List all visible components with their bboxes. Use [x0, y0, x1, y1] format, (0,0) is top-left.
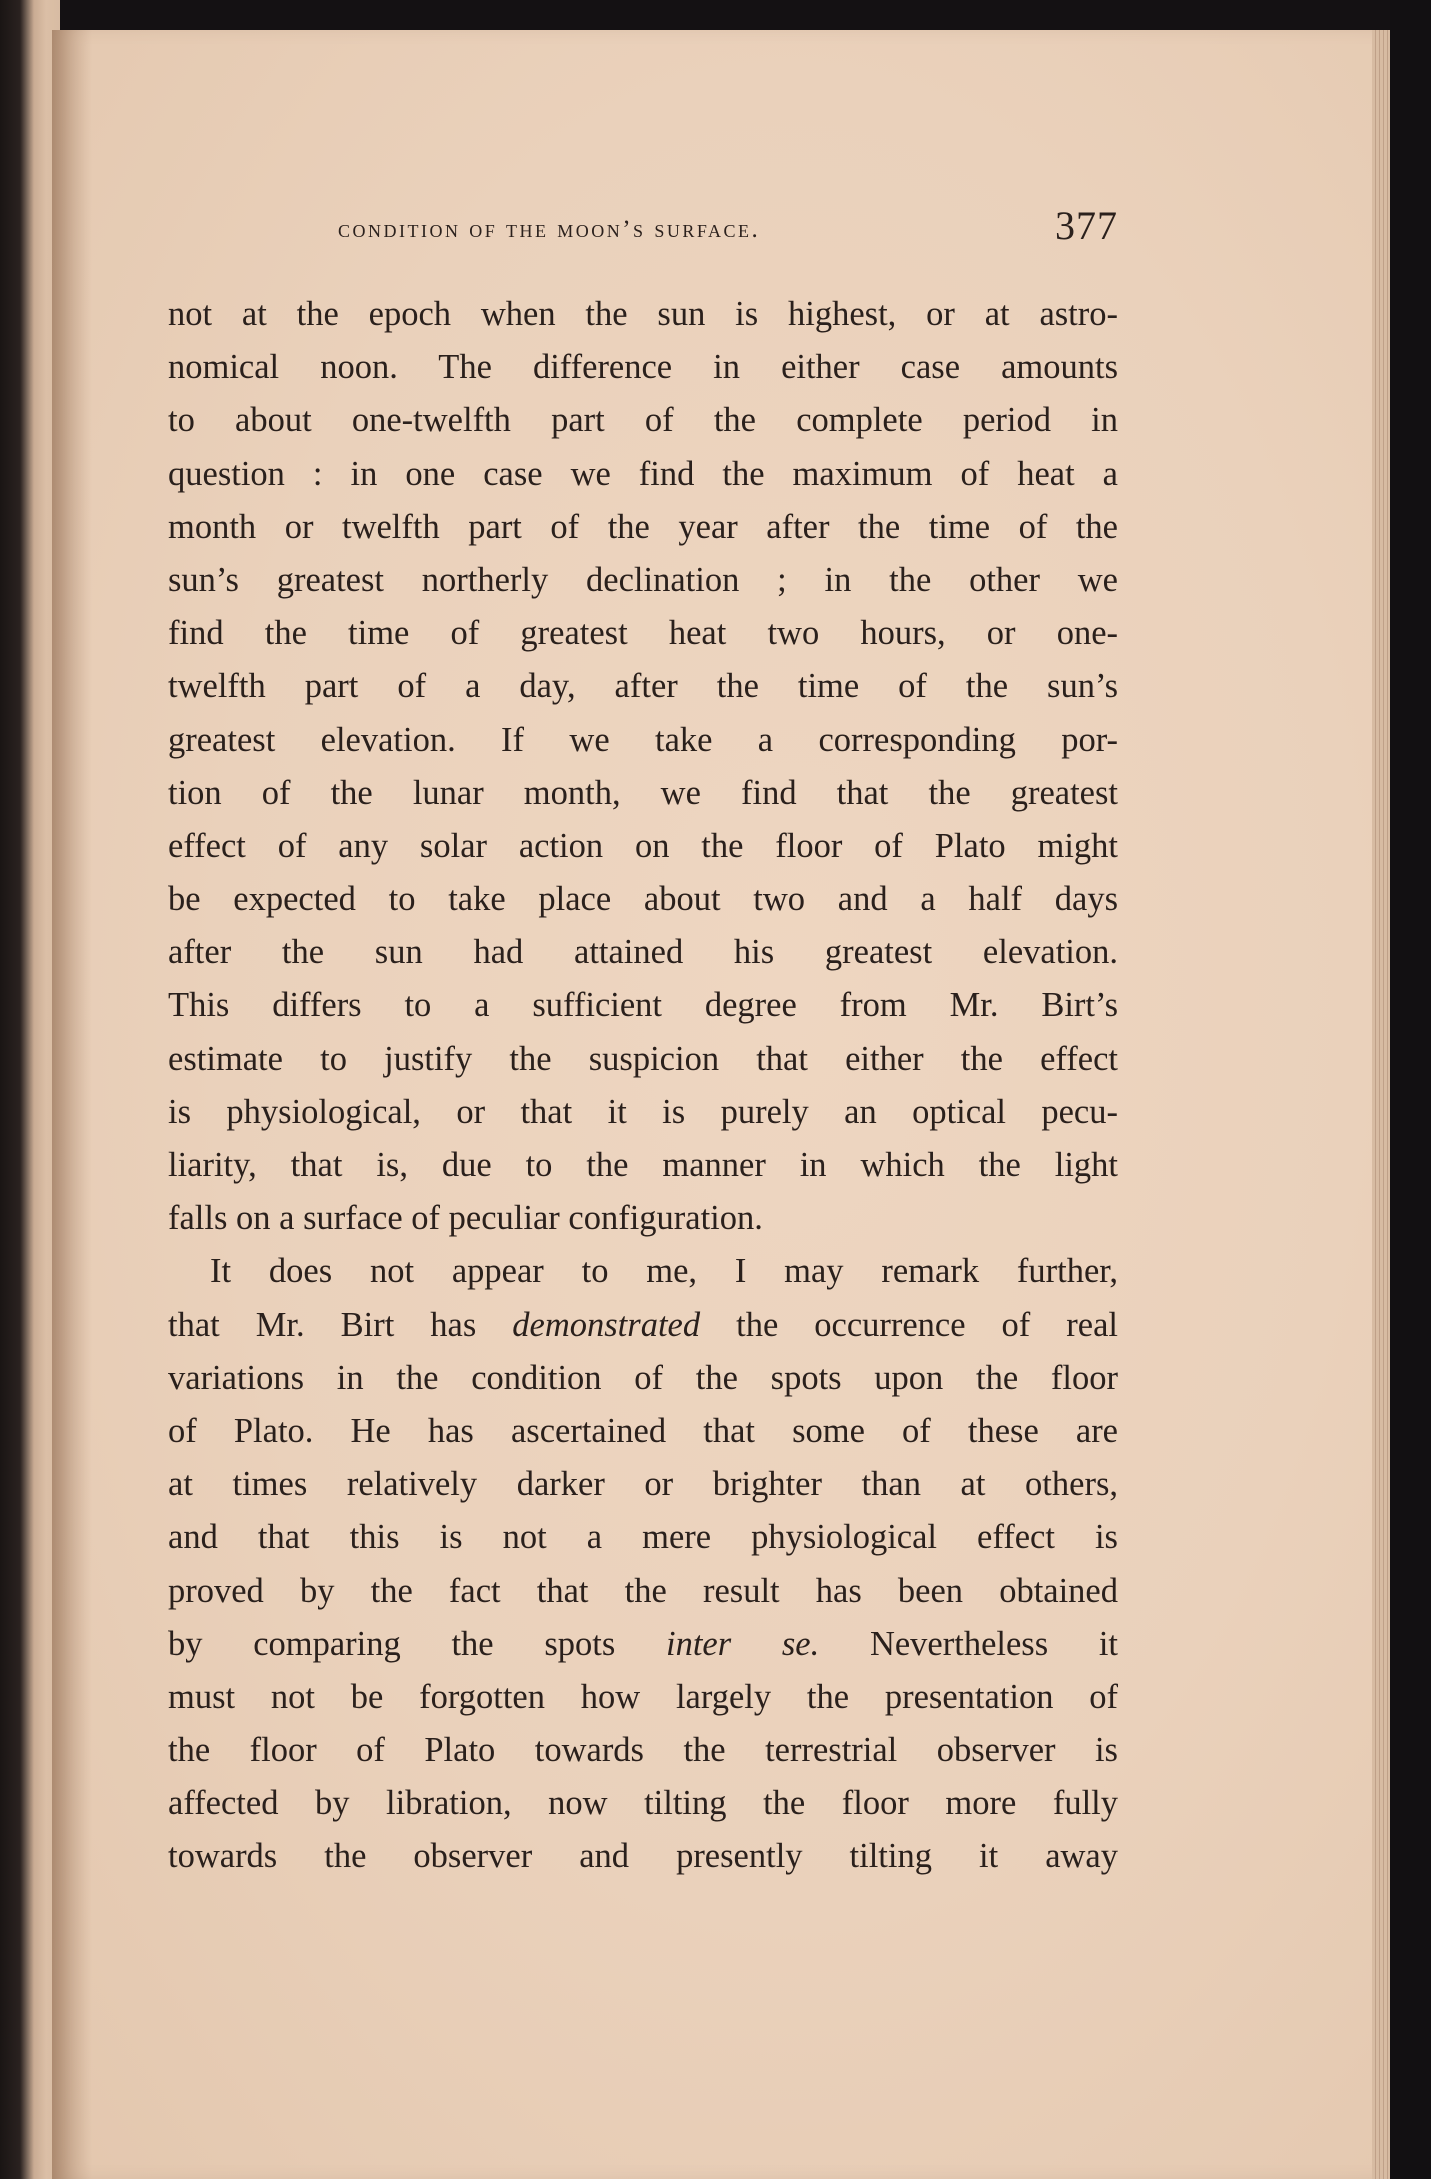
body-text	[168, 288, 1118, 1884]
text-line: proved by the fact that the result has been obtained	[168, 1571, 1118, 1610]
text-segment: Nevertheless it	[869, 1624, 1119, 1663]
text-line: find the time of greatest heat two hours, or one-	[168, 614, 1118, 653]
text-line: liarity, that is, due to the manner in which the light	[168, 1146, 1118, 1184]
italic-phrase: inter se.	[665, 1624, 820, 1663]
text-line: variations in the condition of the spots upon the floor	[168, 1358, 1118, 1397]
scan-background-right	[1390, 0, 1431, 2179]
text-line: effect of any solar action on the floor of Plato might	[168, 826, 1118, 865]
page-number: 377	[1055, 203, 1118, 248]
text-line: after the sun had attained his greatest elevation.	[168, 933, 1118, 972]
text-line-with-italic	[168, 1618, 1118, 1671]
scan-background-top	[0, 0, 1431, 32]
text-line-with-italic	[168, 1299, 1118, 1352]
adjacent-page-edge	[0, 0, 60, 2179]
text-line: at times relatively darker or brighter than at others,	[168, 1465, 1118, 1504]
text-line: be expected to take place about two and a half days	[168, 880, 1118, 919]
text-line: question : in one case we find the maximum of heat a	[168, 454, 1118, 493]
text-line: falls on a surface of peculiar configuration.	[168, 1199, 763, 1238]
text-line: sun’s greatest northerly declination ; in the other we	[168, 560, 1118, 599]
paragraph-2	[168, 1245, 1118, 1883]
text-line: affected by libration, now tilting the floor more fully	[168, 1784, 1118, 1823]
text-line: It does not appear to me, I may remark further,	[210, 1252, 1118, 1291]
text-line: nomical noon. The difference in either case amounts	[168, 348, 1118, 387]
text-line: towards the observer and presently tilting it away	[168, 1837, 1118, 1876]
text-line: is physiological, or that it is purely an optical pecu-	[168, 1092, 1118, 1131]
text-line: tion of the lunar month, we find that the greatest	[168, 773, 1118, 812]
paragraph-1	[168, 288, 1118, 1245]
italic-word: demonstrated	[512, 1305, 701, 1344]
running-head	[168, 200, 1128, 260]
text-line: month or twelfth part of the year after the time of the	[168, 507, 1118, 546]
text-line: This differs to a sufficient degree from Mr. Birt’s	[168, 986, 1118, 1025]
text-segment: the occurrence of real	[736, 1305, 1118, 1344]
text-line: not at the epoch when the sun is highest, or at astro-	[168, 295, 1118, 333]
text-segment: by comparing the spots	[168, 1624, 616, 1663]
text-line: greatest elevation. If we take a corresponding por-	[168, 720, 1118, 759]
text-line: and that this is not a mere physiological effect is	[168, 1518, 1118, 1557]
page-block-edge	[1372, 30, 1390, 2179]
text-line: twelfth part of a day, after the time of the sun’s	[168, 667, 1118, 706]
text-line: must not be forgotten how largely the presentation of	[168, 1677, 1118, 1716]
text-line: estimate to justify the suspicion that either the effect	[168, 1039, 1118, 1078]
text-segment: that Mr. Birt has	[168, 1305, 477, 1344]
text-line: the floor of Plato towards the terrestrial observer is	[168, 1731, 1118, 1770]
text-line: of Plato. He has ascertained that some of these are	[168, 1411, 1118, 1450]
gutter-shadow	[52, 30, 92, 2179]
text-line: to about one-twelfth part of the complete period in	[168, 401, 1118, 440]
running-head-title: condition of the moon’s surface.	[338, 216, 761, 243]
